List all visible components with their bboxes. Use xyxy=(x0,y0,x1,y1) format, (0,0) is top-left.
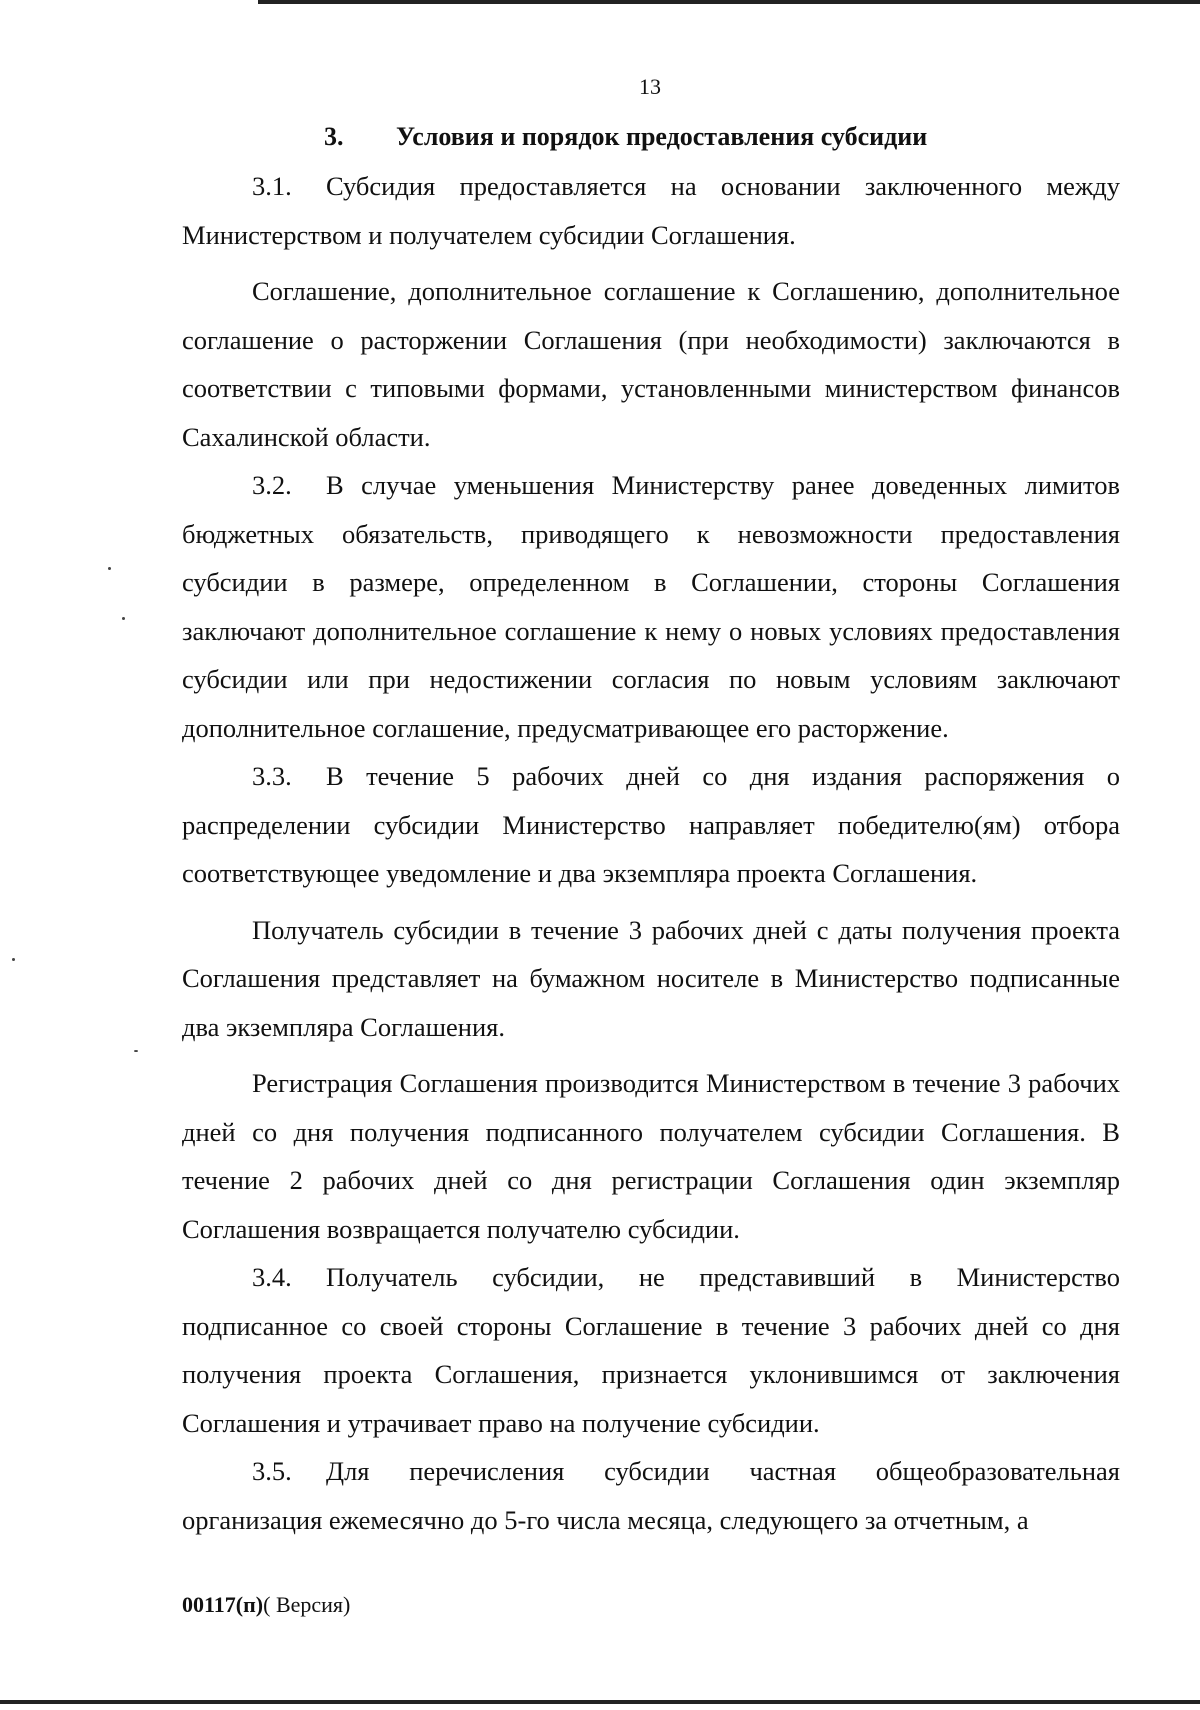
document-code: 00117(п) xyxy=(182,1592,264,1617)
paragraph-text: Получатель субсидии, не представивший в Министерство подписанное со своей стороны Соглашение в течение 3 рабочих дней со дня получения проекта Соглашения, признается уклонившимся от заключения Соглашения и утрачивает право на получение субсидии. xyxy=(182,1262,1120,1438)
paragraph-agreement-forms xyxy=(182,267,1120,461)
top-border-line xyxy=(258,0,1200,4)
document-footer xyxy=(182,1592,350,1618)
document-body xyxy=(182,112,1120,1544)
paragraph-text: Регистрация Соглашения производится Министерством в течение 3 рабочих дней со дня получения подписанного получателем субсидии Соглашения. В течение 2 рабочих дней со дня регистрации Соглашения один экземпляр Соглашения возвращается получателю субсидии. xyxy=(182,1068,1120,1244)
clause-number: 3.5. xyxy=(252,1456,292,1486)
section-number: 3. xyxy=(324,122,344,151)
document-version: ( Версия) xyxy=(263,1592,351,1617)
scan-speck xyxy=(108,567,111,570)
clause-number: 3.3. xyxy=(252,761,292,791)
paragraph-text: Получатель субсидии в течение 3 рабочих дней с даты получения проекта Соглашения представляет на бумажном носителе в Министерство подписанные два экземпляра Соглашения. xyxy=(182,914,1120,1042)
paragraph-3-2 xyxy=(182,461,1120,752)
scan-speck xyxy=(122,617,125,620)
paragraph-text: В течение 5 рабочих дней со дня издания распоряжения о распределении субсидии Министерство направляет победителю(ям) отбора соответствующее уведомление и два экземпляра проекта Соглашения. xyxy=(182,761,1120,888)
paragraph-text: Для перечисления субсидии частная общеобразовательная организация ежемесячно до 5-го числа месяца, следующего за отчетным, а xyxy=(182,1456,1120,1535)
clause-number: 3.2. xyxy=(252,470,292,500)
paragraph-registration xyxy=(182,1059,1120,1253)
paragraph-recipient-submission xyxy=(182,906,1120,1052)
paragraph-3-4 xyxy=(182,1253,1120,1447)
paragraph-text: Субсидия предоставляется на основании заключенного между Министерством и получателем субсидии Соглашения. xyxy=(182,171,1120,250)
section-heading xyxy=(182,112,1120,162)
bottom-border-line xyxy=(0,1700,1200,1704)
paragraph-3-3 xyxy=(182,752,1120,898)
section-title: Условия и порядок предоставления субсидии xyxy=(396,122,928,151)
paragraph-3-1 xyxy=(182,162,1120,259)
clause-number: 3.1. xyxy=(252,171,292,201)
clause-number: 3.4. xyxy=(252,1262,292,1292)
scan-speck xyxy=(12,958,15,961)
paragraph-3-5 xyxy=(182,1447,1120,1544)
scan-speck xyxy=(134,1050,138,1052)
page-number: 13 xyxy=(639,74,661,99)
paragraph-text: В случае уменьшения Министерству ранее доведенных лимитов бюджетных обязательств, приводящего к невозможности предоставления субсидии в размере, определенном в Соглашении, стороны Соглашения заключают дополнительное соглашение к нему о новых условиях предоставления субсидии или при недостижении согласия по новым условиям заключают дополнительное соглашение, предусматривающее его расторжение. xyxy=(182,470,1120,743)
paragraph-text: Соглашение, дополнительное соглашение к Соглашению, дополнительное соглашение о расторжении Соглашения (при необходимости) заключаются в соответствии с типовыми формами, установленными министерством финансов Сахалинской области. xyxy=(182,276,1120,452)
